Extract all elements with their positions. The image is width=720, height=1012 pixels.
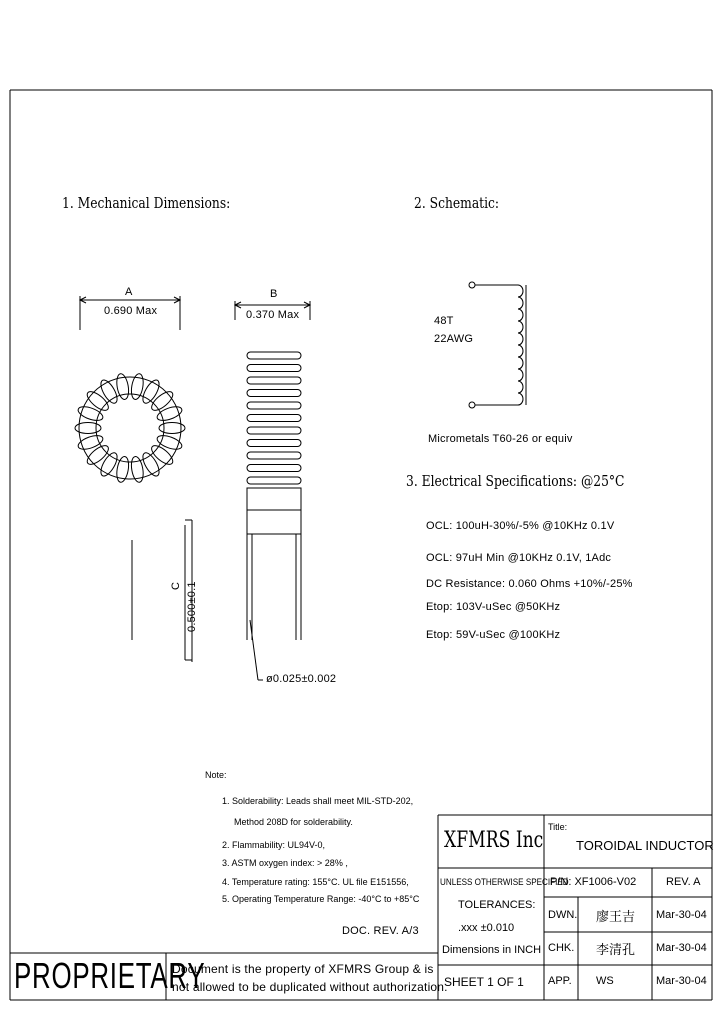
side-winding <box>247 427 301 434</box>
dwn-date: Mar-30-04 <box>656 909 707 921</box>
side-winding <box>247 390 301 397</box>
app-name: WS <box>596 975 614 987</box>
chk-date: Mar-30-04 <box>656 942 707 954</box>
drawing-title: TOROIDAL INDUCTOR <box>576 838 714 853</box>
spec-line: Etop: 59V-uSec @100KHz <box>426 629 561 641</box>
side-winding <box>247 415 301 422</box>
winding-turn <box>155 433 183 452</box>
side-winding <box>247 402 301 409</box>
note-item: Method 208D for solderability. <box>234 817 353 827</box>
dwn-label: DWN. <box>548 909 578 921</box>
company-name: XFMRS Inc <box>444 828 544 853</box>
chk-label: CHK. <box>548 942 575 954</box>
winding-turn <box>76 433 104 452</box>
dwn-signature: 廖王吉 <box>596 910 636 925</box>
dim-b-letter: B <box>270 288 278 300</box>
chk-signature: 李清孔 <box>596 943 636 958</box>
app-label: APP. <box>548 975 572 987</box>
note-item: 1. Solderability: Leads shall meet MIL-STD-202, <box>222 796 414 806</box>
winding-turn <box>149 388 176 413</box>
lead-diameter: ø0.025±0.002 <box>266 673 337 685</box>
winding-turn <box>76 404 104 423</box>
app-date: Mar-30-04 <box>656 975 707 987</box>
core-label: Micrometals T60-26 or equiv <box>428 433 573 445</box>
side-winding <box>247 465 301 472</box>
note-item: 4. Temperature rating: 155°C. UL file E151556, <box>222 877 409 887</box>
side-winding <box>247 452 301 459</box>
spec-line: Etop: 103V-uSec @50KHz <box>426 601 561 613</box>
notes-heading: Note: <box>205 770 227 780</box>
winding-turn <box>149 442 176 467</box>
revision: REV. A <box>666 876 701 888</box>
winding-turn <box>84 442 111 467</box>
side-winding <box>247 352 301 359</box>
dim-b-value: 0.370 Max <box>246 309 300 321</box>
toroid-front-view <box>75 373 185 483</box>
dim-c-value: 0.500±0.1 <box>186 581 198 632</box>
schematic-coil <box>469 282 526 408</box>
part-number: P/N: XF1006-V02 <box>550 876 637 888</box>
side-winding <box>247 477 301 484</box>
side-winding <box>247 377 301 384</box>
side-winding <box>247 365 301 372</box>
proprietary-stamp: PROPRIETARY <box>14 955 206 996</box>
proprietary-line-2: not allowed to be duplicated without authorization. <box>172 980 448 994</box>
side-winding <box>247 440 301 447</box>
title-label: Title: <box>548 822 568 832</box>
units-note: Dimensions in INCH <box>442 944 542 956</box>
tolerance-value: .xxx ±0.010 <box>458 922 515 934</box>
note-item: 3. ASTM oxygen index: > 28% , <box>222 858 348 868</box>
sheet-number: SHEET 1 OF 1 <box>444 975 524 989</box>
proprietary-line-1: Document is the property of XFMRS Group & is <box>172 962 434 976</box>
schematic-title: 2. Schematic: <box>414 194 500 212</box>
winding-turn <box>84 388 111 413</box>
turns-label: 48T <box>434 315 454 327</box>
spec-line: OCL: 100uH-30%/-5% @10KHz 0.1V <box>426 520 615 532</box>
doc-rev: DOC. REV. A/3 <box>342 925 419 937</box>
spec-line: OCL: 97uH Min @10KHz 0.1V, 1Adc <box>426 552 612 564</box>
winding-turn <box>155 404 183 423</box>
tolerances-label: TOLERANCES: <box>458 899 536 911</box>
wire-label: 22AWG <box>434 333 474 345</box>
electrical-title: 3. Electrical Specifications: @25°C <box>406 472 625 490</box>
note-item: 5. Operating Temperature Range: -40°C to +85°C <box>222 894 420 904</box>
dim-a-letter: A <box>125 286 133 298</box>
unless-specified: UNLESS OTHERWISE SPECIFIED <box>440 877 569 887</box>
dim-c-letter: C <box>170 581 182 590</box>
mechanical-title: 1. Mechanical Dimensions: <box>62 194 231 212</box>
toroid-side-view <box>235 301 310 680</box>
note-item: 2. Flammability: UL94V-0, <box>222 840 326 850</box>
spec-line: DC Resistance: 0.060 Ohms +10%/-25% <box>426 578 633 590</box>
dim-a-value: 0.690 Max <box>104 305 158 317</box>
